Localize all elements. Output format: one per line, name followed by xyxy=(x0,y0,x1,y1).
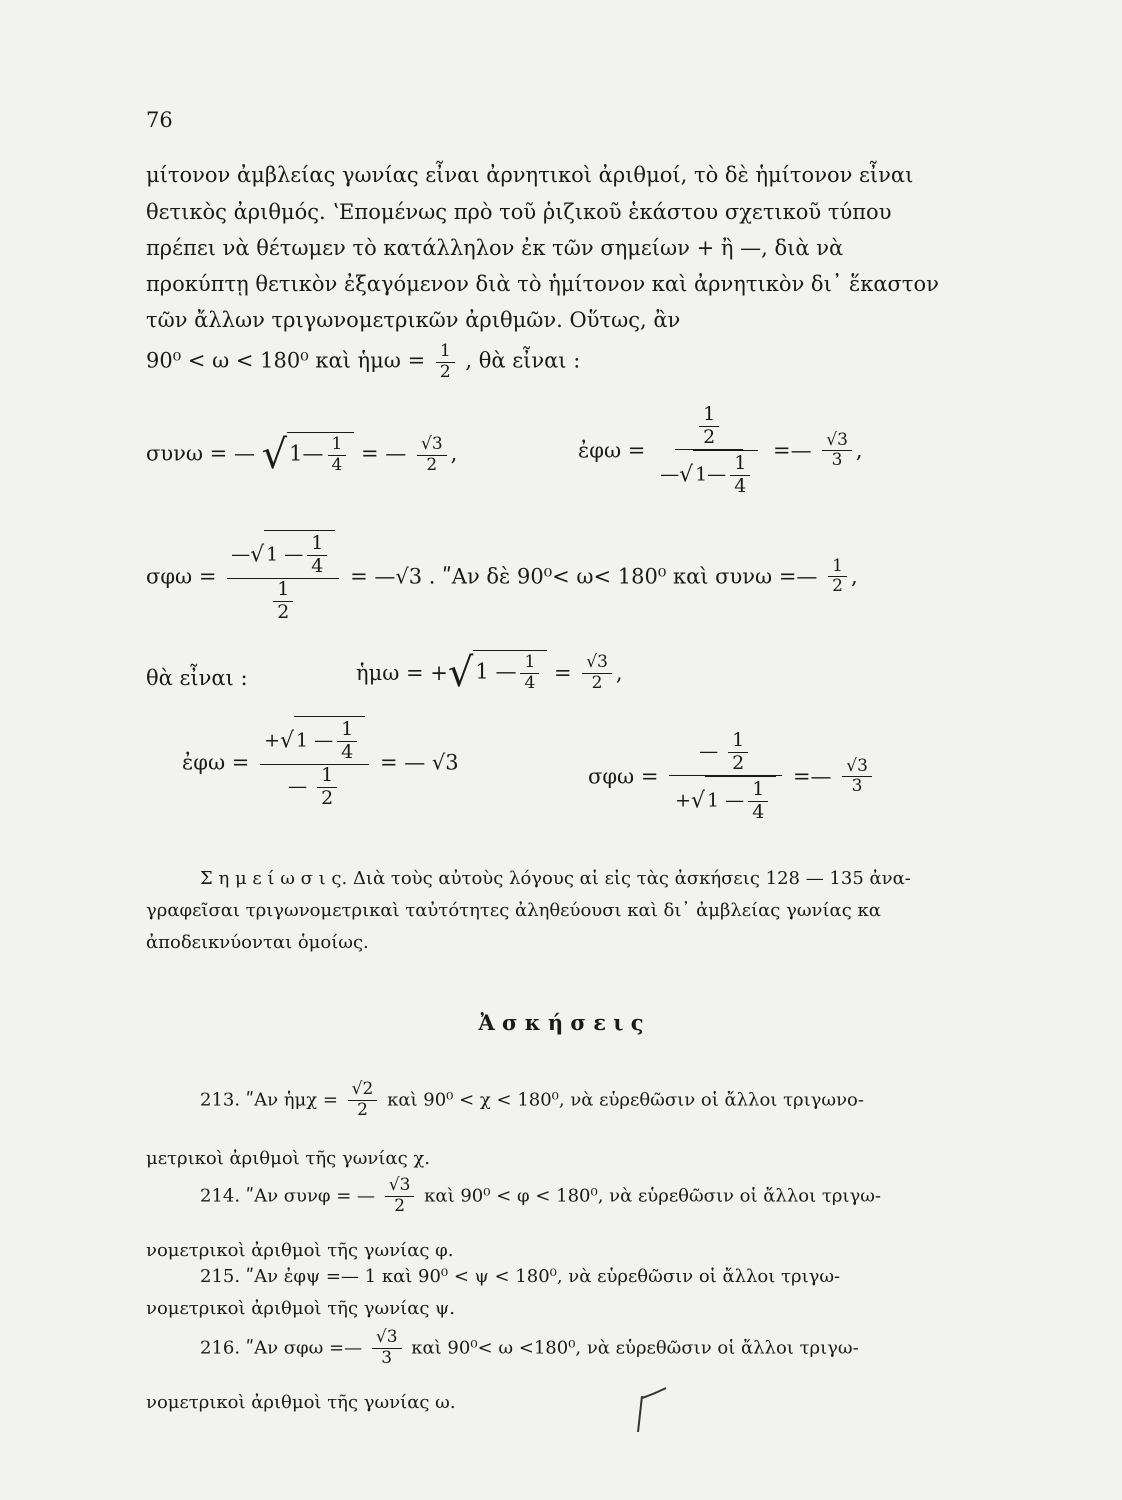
complex-fraction xyxy=(656,404,762,497)
eq-mid: =— xyxy=(792,764,832,789)
result-fraction xyxy=(417,435,447,475)
complex-num xyxy=(669,730,782,776)
frac-den: 2 xyxy=(591,672,603,693)
exercise-216 xyxy=(200,1328,859,1368)
frac-num: √3 xyxy=(372,1328,402,1349)
handwritten-stroke xyxy=(638,1388,666,1432)
fraction xyxy=(337,719,357,764)
eq-lhs: ἐφω = xyxy=(182,750,250,775)
complex-num xyxy=(227,530,339,579)
exercise-214-cont: νομετρικοὶ ἀριθμοὶ τῆς γωνίας φ. xyxy=(146,1240,454,1261)
complex-den xyxy=(265,579,301,624)
exercise-fraction xyxy=(385,1176,415,1216)
radicand-text: 1— xyxy=(695,463,727,486)
radicand-text: 1 — xyxy=(296,729,334,752)
sqrt-symbol: √ xyxy=(250,542,265,568)
frac-den: 2 xyxy=(832,576,843,597)
frac-num: 1 xyxy=(828,557,847,578)
frac-num: 1 xyxy=(728,730,748,753)
note-line-1 xyxy=(200,868,911,889)
exercise-215: 215. ʺΑν ἐφψ =— 1 καὶ 90⁰ < ψ < 180⁰, νὰ εὑρεθῶσιν οἱ ἄλλοι τριγω- xyxy=(200,1266,841,1287)
frac-num: 1 xyxy=(436,342,455,363)
intro-line-1: μίτονον ἀμβλείας γωνίας εἶναι ἀρνητικοὶ ἀριθμοί, τὸ δὲ ἡμίτονον εἶναι xyxy=(146,163,914,187)
eq-mid: = —√3 . ʺΑν δὲ 90⁰< ω< 180⁰ καὶ συνω =— xyxy=(350,564,818,589)
complex-num xyxy=(675,404,743,450)
exercise-213-cont: μετρικοὶ ἀριθμοὶ τῆς γωνίας χ. xyxy=(146,1148,431,1169)
eq-lhs: συνω = — xyxy=(146,441,255,466)
eq-end: , xyxy=(450,441,458,466)
cos-fraction xyxy=(828,557,847,597)
radicand xyxy=(287,432,354,475)
frac-num: √3 xyxy=(822,431,852,452)
frac-den: 2 xyxy=(394,1195,406,1216)
radicand-text: 1 — xyxy=(475,659,517,684)
fraction xyxy=(520,653,539,693)
complex-den xyxy=(656,450,762,498)
radicand xyxy=(294,716,365,764)
note-line-3: ἀποδεικνύονται ὁμοίως. xyxy=(146,932,369,953)
eq-lhs: σφω = xyxy=(588,764,659,789)
fraction-top xyxy=(699,404,719,449)
exercise-pre: 214. ʺΑν συνφ = — xyxy=(200,1185,376,1207)
radicand-text: 1 — xyxy=(266,543,304,566)
sqrt-symbol: √ xyxy=(691,788,706,814)
frac-den: 3 xyxy=(851,776,863,797)
equation-sin xyxy=(356,650,623,696)
exercise-215-cont: νομετρικοὶ ἀριθμοὶ τῆς γωνίας ψ. xyxy=(146,1298,455,1319)
intro-line-5: τῶν ἄλλων τριγωνομετρικῶν ἀριθμῶν. Οὕτως, ἂν xyxy=(146,308,681,332)
eq-mid: = — √3 xyxy=(379,750,459,775)
frac-num: 1 xyxy=(328,435,347,456)
fraction-bottom xyxy=(273,579,293,624)
page-number: 76 xyxy=(146,108,173,132)
exercise-post: καὶ 90⁰ < φ < 180⁰, νὰ εὑρεθῶσιν οἱ ἄλλοι τριγω- xyxy=(424,1185,881,1207)
exercise-fraction xyxy=(372,1328,402,1368)
radicand xyxy=(705,776,776,824)
eq-end: , xyxy=(850,564,858,589)
frac-num: √3 xyxy=(417,435,447,456)
eq-mid: = — xyxy=(361,441,407,466)
radicand xyxy=(264,530,335,578)
frac-num: 1 xyxy=(520,653,539,674)
fraction xyxy=(748,779,768,824)
result-fraction xyxy=(822,431,852,471)
condition-line xyxy=(146,342,580,382)
complex-den xyxy=(284,765,345,810)
frac-num: √3 xyxy=(842,757,872,778)
section-title: Ἀ σ κ ή σ ε ι ς xyxy=(478,1010,644,1035)
exercise-214 xyxy=(200,1176,881,1216)
eq-end: , xyxy=(615,661,623,686)
fraction-one-half xyxy=(436,342,455,382)
fraction-bottom xyxy=(317,765,337,810)
intro-line-3: πρέπει νὰ θέτωμεν τὸ κατάλληλον ἐκ τῶν σημείων + ἢ —, διὰ νὰ xyxy=(146,236,844,260)
complex-fraction xyxy=(669,730,782,823)
exercise-pre: 216. ʺΑν σφω =— xyxy=(200,1337,363,1359)
frac-den: 4 xyxy=(331,454,343,475)
note-line-2: γραφεῖσαι τριγωνομετρικαὶ ταὐτότητες ἀληθεύουσι καὶ δι᾽ ἀμβλείας γωνίας κα xyxy=(146,900,881,921)
frac-den: 2 xyxy=(321,786,334,809)
intro-line-4: προκύπτῃ θετικὸν ἐξαγόμενον διὰ τὸ ἡμίτονον καὶ ἀρνητικὸν δι᾽ ἕκαστον xyxy=(146,272,939,296)
exercise-fraction xyxy=(348,1080,378,1120)
radicand xyxy=(693,450,758,498)
frac-num: √3 xyxy=(582,653,612,674)
complex-num xyxy=(260,716,369,765)
eq-lhs: ἡμω = + xyxy=(356,661,448,686)
exercise-post: καὶ 90⁰< ω <180⁰, νὰ εὑρεθῶσιν οἱ ἄλλοι τριγω- xyxy=(411,1337,859,1359)
then-label: θὰ εἶναι : xyxy=(146,666,248,690)
exercise-post: καὶ 90⁰ < χ < 180⁰, νὰ εὑρεθῶσιν οἱ ἄλλοι τριγωνο- xyxy=(387,1089,864,1111)
frac-den: 3 xyxy=(831,450,843,471)
equation-cos xyxy=(146,432,457,478)
den-sign: — xyxy=(288,775,308,798)
fraction xyxy=(307,533,327,578)
note-text-1: Διὰ τοὺς αὐτοὺς λόγους αἱ εἰς τὰς ἀσκήσεις 128 — 135 ἀνα- xyxy=(352,868,911,889)
exercise-216-cont: νομετρικοὶ ἀριθμοὶ τῆς γωνίας ω. xyxy=(146,1392,456,1413)
sqrt-symbol: √ xyxy=(447,650,474,697)
frac-den: 2 xyxy=(703,425,716,448)
frac-num: 1 xyxy=(273,579,293,602)
fraction xyxy=(730,453,750,498)
frac-den: 2 xyxy=(277,600,290,623)
top-sign: — xyxy=(231,543,251,566)
frac-num: 1 xyxy=(730,453,750,476)
sqrt-symbol: √ xyxy=(679,462,694,488)
equation-cot-2 xyxy=(588,730,876,823)
eq-lhs: σφω = xyxy=(146,564,217,589)
frac-num: 1 xyxy=(307,533,327,556)
eq-mid: =— xyxy=(772,438,812,463)
frac-den: 2 xyxy=(426,454,438,475)
bottom-sign: + xyxy=(675,789,692,812)
equation-tan-1 xyxy=(578,404,863,497)
frac-den: 4 xyxy=(734,474,747,497)
frac-num: √3 xyxy=(385,1176,415,1197)
eq-mid: = xyxy=(553,661,572,686)
equation-cot-1 xyxy=(146,530,858,623)
sqrt-symbol: √ xyxy=(261,432,288,479)
note-label: Σ η μ ε ί ω σ ι ς. xyxy=(200,868,348,889)
top-sign: + xyxy=(264,729,280,752)
condition-tail: , θὰ εἶναι : xyxy=(465,348,581,373)
result-fraction xyxy=(842,757,872,797)
bottom-sign: — xyxy=(660,463,680,486)
frac-den: 4 xyxy=(524,672,536,693)
frac-num: √2 xyxy=(348,1080,378,1101)
frac-num: 1 xyxy=(699,404,719,427)
condition-lhs: 90⁰ < ω < 180⁰ καὶ ἡμω = xyxy=(146,348,432,373)
frac-den: 2 xyxy=(732,751,745,774)
frac-den: 4 xyxy=(752,800,765,823)
frac-den: 3 xyxy=(381,1347,393,1368)
result-fraction xyxy=(582,653,612,693)
eq-lhs: ἐφω = xyxy=(578,438,646,463)
exercise-213 xyxy=(200,1080,864,1120)
complex-fraction xyxy=(227,530,339,623)
complex-den xyxy=(671,776,780,824)
frac-den: 4 xyxy=(341,740,354,763)
radicand-text: 1 — xyxy=(707,789,745,812)
top-sign: — xyxy=(699,740,719,763)
frac-num: 1 xyxy=(317,765,337,788)
frac-den: 2 xyxy=(439,361,451,382)
handwritten-mark xyxy=(626,1386,686,1436)
fraction-top xyxy=(728,730,748,775)
frac-den: 4 xyxy=(311,554,324,577)
sqrt-symbol: √ xyxy=(279,728,295,754)
equation-tan-2 xyxy=(182,716,459,809)
frac-num: 1 xyxy=(748,779,768,802)
radicand-text: 1— xyxy=(289,441,324,466)
frac-den: 2 xyxy=(357,1099,368,1120)
exercise-pre: 213. ʺΑν ἡμχ = xyxy=(200,1089,338,1111)
frac-num: 1 xyxy=(337,719,357,742)
eq-end: , xyxy=(855,438,863,463)
radicand xyxy=(473,650,547,693)
intro-line-2: θετικὸς ἀριθμός. ʽΕπομένως πρὸ τοῦ ῥιζικοῦ ἑκάστου σχετικοῦ τύπου xyxy=(146,200,892,224)
fraction xyxy=(328,435,347,475)
complex-fraction xyxy=(260,716,369,809)
